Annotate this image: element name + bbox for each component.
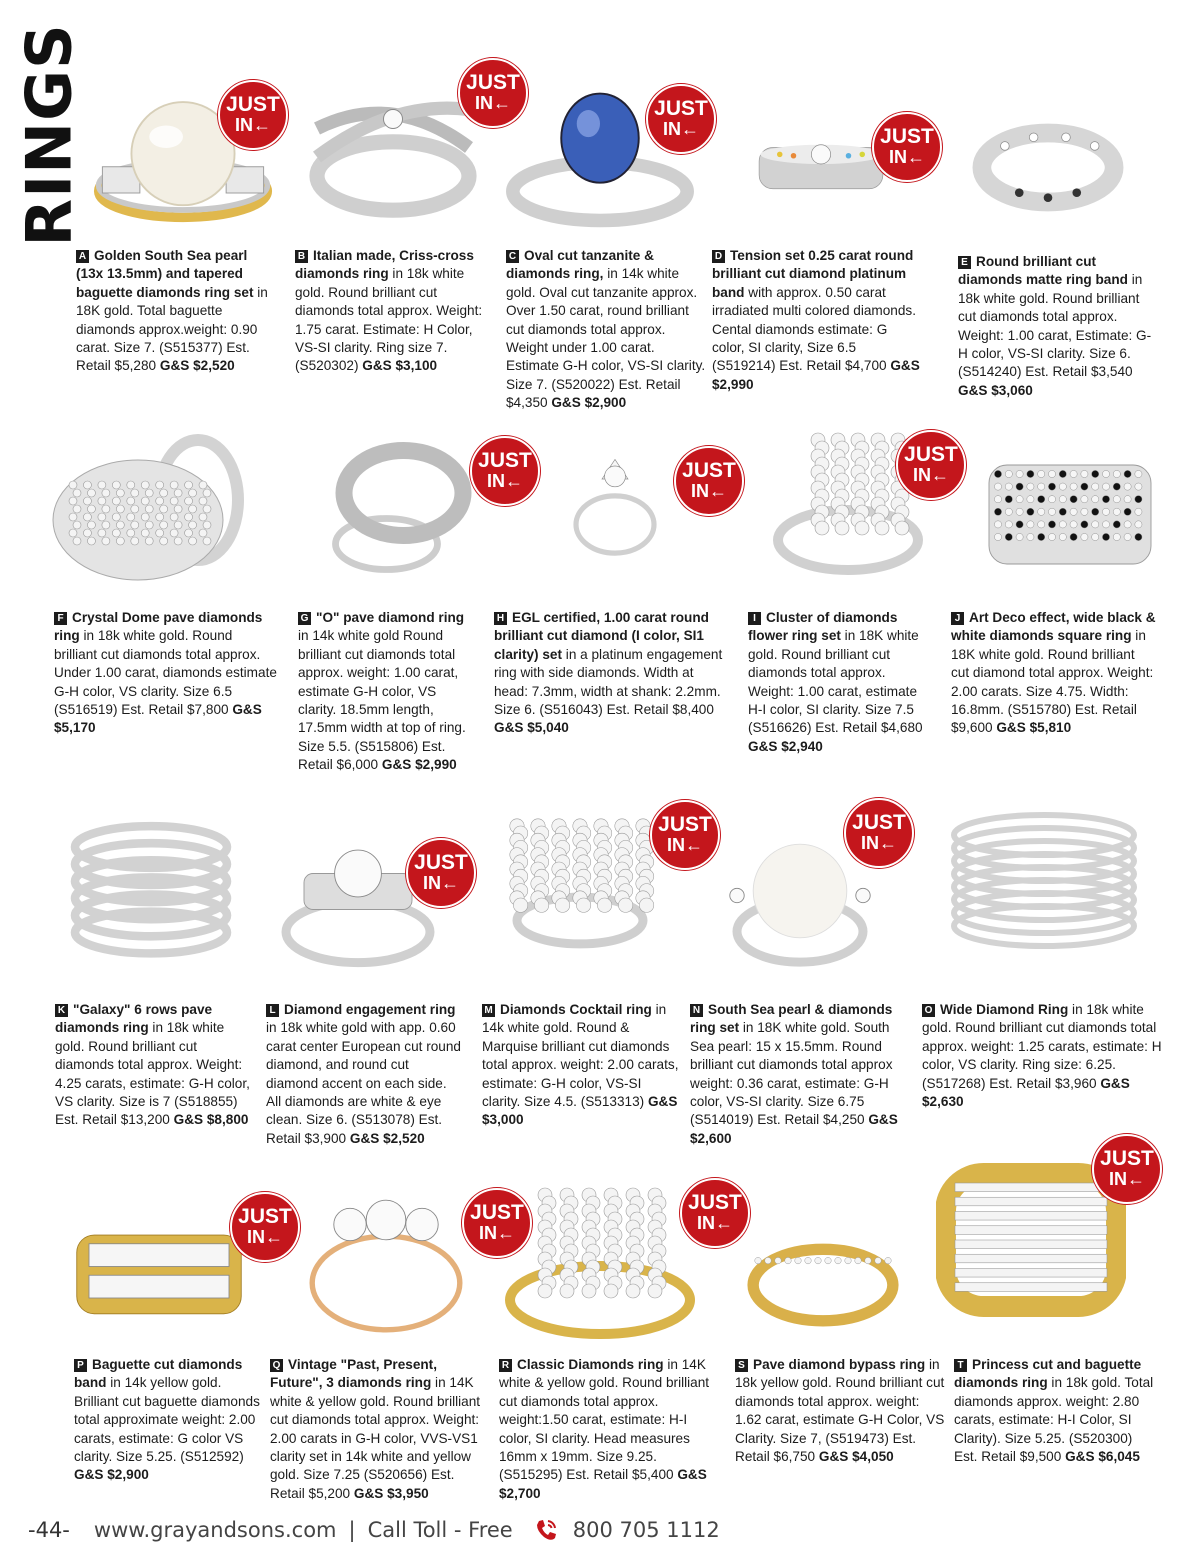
badge-line-2: IN← xyxy=(697,1213,733,1233)
badge-line-1: JUST xyxy=(658,813,712,836)
item-price: G&S $6,045 xyxy=(1065,1449,1140,1465)
badge-line-2: IN← xyxy=(235,115,271,135)
badge-line-2: IN← xyxy=(691,481,727,501)
item-price: G&S $2,990 xyxy=(712,358,920,392)
badge-line-1: JUST xyxy=(414,851,468,874)
ring-photo-p xyxy=(64,1200,254,1340)
ring-image-h[interactable] xyxy=(550,410,680,600)
just-in-badge xyxy=(646,84,716,154)
item-price: G&S $2,990 xyxy=(381,757,457,773)
item-description-h xyxy=(494,609,724,738)
badge-line-1: JUST xyxy=(470,1201,524,1224)
item-name: Classic Diamonds ring xyxy=(517,1357,664,1372)
item-letter: T xyxy=(954,1359,967,1372)
website-link[interactable]: www.grayandsons.com xyxy=(93,1518,337,1542)
ring-photo-o xyxy=(944,790,1144,980)
item-price: G&S $3,950 xyxy=(353,1485,429,1501)
item-text: in 18k white gold. Round brilliant cut diamonds total approx. weight: 1.25 carats, estimate: H color, VS clarity. Ring size: 6.25. (S517268) Est. Retail $3,960 xyxy=(922,1002,1162,1091)
ring-photo-s xyxy=(728,1220,918,1350)
item-letter: E xyxy=(958,256,971,269)
ring-photo-r xyxy=(500,1180,700,1350)
item-text: in 18k white gold. Round brilliant cut diamonds total approx. Weight: 1.00 carat, Estimate: G-H color, VS-SI clarity. Size 6. (S514240) Est. Retail $3,540 xyxy=(958,272,1152,380)
item-name: Princess cut and baguette diamonds ring xyxy=(954,1357,1142,1391)
item-price: G&S $3,060 xyxy=(958,382,1033,398)
just-in-badge xyxy=(218,80,288,150)
item-name: Diamond engagement ring xyxy=(284,1002,456,1017)
page-title xyxy=(12,23,86,247)
ring-photo-m xyxy=(490,780,670,980)
badge-line-1: JUST xyxy=(688,1191,742,1214)
item-text: in 14k white gold. Oval cut tanzanite approx. Over 1.50 carat, round brilliant cut diamonds total approx. Weight under 1.00 carat. Estimate G-H color, VS-SI clarity. Size 7. (S520022) Est. Retail $4,350 xyxy=(506,266,706,411)
item-description-o xyxy=(922,1001,1167,1111)
page-number: -44- xyxy=(28,1518,70,1542)
item-price: G&S $4,050 xyxy=(818,1449,894,1465)
item-text: in 18k gold. Total diamonds approx. weight: 2.80 carats, estimate: H-I Color, SI Clarity). Size 5.25. (S520300) Est. Retail $9,500 xyxy=(954,1375,1154,1465)
item-text: in 14k white gold Round brilliant cut diamonds total approx. weight: 1.00 carat, estimate G-H color, VS clarity. 18.5mm length, 17.5mm width at top of ring. Size 5.5. (S515806) Est. Retail $6,000 xyxy=(298,628,466,773)
item-price: G&S $3,000 xyxy=(482,1094,678,1128)
item-price: G&S $8,800 xyxy=(173,1112,249,1128)
badge-line-1: JUST xyxy=(880,125,934,148)
ring-photo-j xyxy=(980,420,1160,600)
item-description-s xyxy=(735,1356,945,1466)
item-name: Round brilliant cut diamonds matte ring band xyxy=(958,254,1128,288)
item-name: Crystal Dome pave diamonds ring xyxy=(54,610,263,644)
badge-line-2: IN← xyxy=(667,835,703,855)
ring-photo-g xyxy=(310,420,480,600)
item-name: South Sea pearl & diamonds ring set xyxy=(690,1002,893,1036)
item-description-l xyxy=(266,1001,461,1148)
item-name: Oval cut tanzanite & diamonds ring, xyxy=(506,248,654,282)
item-text: in 18K gold. Total baguette diamonds approx.weight: 0.90 carat. Size 7. (S515377) Est. Retail $5,280 xyxy=(76,284,268,374)
item-price: G&S $5,810 xyxy=(996,720,1072,736)
item-letter: I xyxy=(748,612,761,625)
item-price: G&S $5,040 xyxy=(494,720,569,736)
ring-image-o[interactable] xyxy=(944,790,1144,980)
ring-image-f[interactable] xyxy=(48,420,248,600)
ring-photo-h xyxy=(550,410,680,600)
item-name: Diamonds Cocktail ring xyxy=(500,1002,652,1017)
item-text: with approx. 0.50 carat irradiated multi colored diamonds. Cental diamonds estimate: G color, SI clarity, Size 6.5 (S519214) Est. Retail $4,700 xyxy=(712,284,917,374)
item-letter: P xyxy=(74,1359,87,1372)
item-price: G&S $2,520 xyxy=(159,358,235,374)
item-name: Pave diamond bypass ring xyxy=(753,1357,926,1372)
just-in-badge xyxy=(1092,1134,1162,1204)
item-description-i xyxy=(748,609,933,756)
item-text: in 14K white & yellow gold. Round brilliant cut diamonds total approx. Weight: 2.00 carats in G-H color, VVS-VS1 clarity set in 14k white and yellow gold. Size 7.25 (S520656) Est. Retail $5,200 xyxy=(270,1375,481,1501)
footer xyxy=(28,1512,720,1548)
item-letter: B xyxy=(295,250,308,263)
just-in-badge xyxy=(230,1192,300,1262)
item-text: in 18K white gold. Round brilliant cut diamond total approx. Weight: 2.00 carats. Size 4.75. Width: 16.8mm. (S515780) Est. Retail $9,600 xyxy=(951,628,1154,736)
just-in-badge xyxy=(674,446,744,516)
item-price: G&S $2,900 xyxy=(74,1467,149,1483)
badge-line-2: IN← xyxy=(913,465,949,485)
item-letter: D xyxy=(712,250,725,263)
item-letter: K xyxy=(55,1004,68,1017)
badge-line-1: JUST xyxy=(852,811,906,834)
item-name: Tension set 0.25 carat round brilliant cut diamond platinum band xyxy=(712,248,914,300)
item-letter: R xyxy=(499,1359,512,1372)
item-name: "Galaxy" 6 rows pave diamonds ring xyxy=(55,1002,213,1036)
item-letter: O xyxy=(922,1004,935,1017)
badge-line-2: IN← xyxy=(889,147,925,167)
page-title-text: RINGS xyxy=(12,23,86,247)
item-description-m xyxy=(482,1001,682,1130)
item-name: Art Deco effect, wide black & white diamonds square ring xyxy=(951,610,1156,644)
item-text: in a platinum engagement ring with side diamonds. Width at head: 7.3mm, width at shank: 2.2mm. Size 6. (S516043) Est. Retail $8,400 xyxy=(494,646,723,718)
item-text: in 14K white & yellow gold. Round brilliant cut diamonds total approx. weight:1.50 carat, estimate: H-I color, SI clarity. Head measures 16mm x 19mm. Size 9.25. (S515295) Est. Retail $5,400 xyxy=(499,1357,710,1483)
ring-image-r[interactable] xyxy=(500,1180,700,1350)
badge-line-1: JUST xyxy=(904,443,958,466)
just-in-badge xyxy=(470,436,540,506)
badge-line-1: JUST xyxy=(226,93,280,116)
just-in-badge xyxy=(896,430,966,500)
item-text: in 18k white gold. Round brilliant cut diamonds total approx. Weight: 1.75 carat. Estimate: H Color, VS-SI clarity. Ring size 7. (S520302) xyxy=(295,266,483,374)
badge-line-2: IN← xyxy=(1109,1169,1145,1189)
ring-photo-f xyxy=(48,420,248,600)
item-description-r xyxy=(499,1356,719,1503)
ring-photo-e xyxy=(948,110,1148,225)
badge-line-2: IN← xyxy=(475,93,511,113)
item-letter: N xyxy=(690,1004,703,1017)
item-description-j xyxy=(951,609,1156,738)
item-letter: L xyxy=(266,1004,279,1017)
item-text: in 14k white gold. Round & Marquise brilliant cut diamonds total approx. weight: 2.00 carats, estimate: G-H color, VS-SI clarity. Size 4.5. (S513313) xyxy=(482,1002,679,1110)
ring-image-m[interactable] xyxy=(490,780,670,980)
item-description-c xyxy=(506,247,706,413)
call-label: Call Toll - Free xyxy=(367,1518,513,1542)
badge-line-2: IN← xyxy=(423,873,459,893)
item-name: Vintage "Past, Present, Future", 3 diamonds ring xyxy=(270,1357,437,1391)
item-name: Baguette cut diamonds band xyxy=(74,1357,243,1391)
ring-image-i[interactable] xyxy=(748,400,948,600)
badge-line-2: IN← xyxy=(247,1227,283,1247)
badge-line-1: JUST xyxy=(682,459,736,482)
ring-photo-k xyxy=(56,790,246,980)
item-name: Golden South Sea pearl (13x 13.5mm) and tapered baguette diamonds ring set xyxy=(76,248,254,300)
item-name: "O" pave diamond ring xyxy=(316,610,465,625)
item-text: in 18k white gold. Round brilliant cut diamonds total approx. Under 1.00 carat, diamonds estimate G-H color, VS clarity. Size 6.5 (S516519) Est. Retail $7,800 xyxy=(54,628,277,718)
ring-image-q[interactable] xyxy=(296,1190,476,1340)
ring-image-k[interactable] xyxy=(56,790,246,980)
ring-image-g[interactable] xyxy=(310,420,480,600)
item-letter: A xyxy=(76,250,89,263)
item-text: in 18k yellow gold. Round brilliant cut diamonds total approx. weight: 1.62 carat, estimate G-H Color, VS Clarity. Size 7, (S519473) Est. Retail $6,750 xyxy=(735,1357,945,1465)
ring-image-j[interactable] xyxy=(980,420,1160,600)
item-description-g xyxy=(298,609,478,775)
item-description-t xyxy=(954,1356,1154,1466)
item-description-d xyxy=(712,247,922,394)
item-text: in 18K white gold. South Sea pearl: 15 x 15.5mm. Round brilliant cut diamonds total approx weight: 0.36 carat, estimate: G-H color, VS-SI clarity. Size 6.75 (S514019) Est. Retail $4,250 xyxy=(690,1020,893,1128)
item-description-f xyxy=(54,609,279,738)
ring-image-e[interactable] xyxy=(948,110,1148,225)
ring-image-p[interactable] xyxy=(64,1200,254,1340)
just-in-badge xyxy=(406,838,476,908)
badge-line-2: IN← xyxy=(487,471,523,491)
item-text: in 18K white gold. Round brilliant cut diamonds total approx. Weight: 1.00 carat, estimate H-I color, SI clarity. Size 7.5 (S516626) Est. Retail $4,680 xyxy=(748,628,923,736)
badge-line-1: JUST xyxy=(654,97,708,120)
ring-photo-q xyxy=(296,1190,476,1340)
badge-line-1: JUST xyxy=(478,449,532,472)
item-description-n xyxy=(690,1001,915,1148)
item-price: G&S $2,900 xyxy=(551,395,627,411)
item-description-q xyxy=(270,1356,482,1503)
item-description-e xyxy=(958,253,1153,400)
just-in-badge xyxy=(844,798,914,868)
item-text: in 14k yellow gold. Brilliant cut baguette diamonds total approximate weight: 2.00 carats, estimate: G color VS clarity. Size 5.25. (S512592) xyxy=(74,1375,260,1465)
item-description-p xyxy=(74,1356,264,1485)
item-price: G&S $2,520 xyxy=(349,1130,425,1146)
badge-line-1: JUST xyxy=(466,71,520,94)
badge-line-2: IN← xyxy=(479,1223,515,1243)
footer-separator: | xyxy=(348,1518,356,1542)
item-description-b xyxy=(295,247,490,376)
phone-number[interactable]: 800 705 1112 xyxy=(572,1518,720,1542)
item-price: G&S $5,170 xyxy=(54,702,262,736)
badge-line-2: IN← xyxy=(663,119,699,139)
item-name: Cluster of diamonds flower ring set xyxy=(748,610,898,644)
badge-line-2: IN← xyxy=(861,833,897,853)
item-letter: F xyxy=(54,612,67,625)
item-text: in 18k white gold with app. 0.60 carat center European cut round diamond, and round cut diamond accent on each side. All diamonds are white & eye clean. Size 6. (S513078) Est. Retail $3,900 xyxy=(266,1020,461,1146)
item-description-a xyxy=(76,247,276,376)
item-price: G&S $2,940 xyxy=(748,738,823,754)
ring-photo-i xyxy=(748,400,948,600)
item-letter: M xyxy=(482,1004,495,1017)
item-price: G&S $2,630 xyxy=(922,1075,1130,1110)
item-letter: J xyxy=(951,612,964,625)
item-letter: G xyxy=(298,612,311,625)
ring-image-s[interactable] xyxy=(728,1220,918,1350)
item-text: in 18k white gold. Round brilliant cut diamonds total approx. Weight: 4.25 carats, estimate: G-H color, VS clarity. Size is 7 (S518855) Est. Retail $13,200 xyxy=(55,1020,250,1128)
item-name: Italian made, Criss-cross diamonds ring xyxy=(295,248,474,282)
item-letter: Q xyxy=(270,1359,283,1372)
item-letter: H xyxy=(494,612,507,625)
item-price: G&S $3,100 xyxy=(362,358,438,374)
badge-line-1: JUST xyxy=(1100,1147,1154,1170)
just-in-badge xyxy=(872,112,942,182)
item-name: Wide Diamond Ring xyxy=(940,1002,1069,1017)
item-letter: C xyxy=(506,250,519,263)
item-price: G&S $2,700 xyxy=(499,1467,707,1501)
item-price: G&S $2,600 xyxy=(690,1112,898,1146)
item-name: EGL certified, 1.00 carat round brilliant cut diamond (I color, SI1 clarity) set xyxy=(494,610,709,662)
item-letter: S xyxy=(735,1359,748,1372)
badge-line-1: JUST xyxy=(238,1205,292,1228)
phone-icon xyxy=(531,1515,561,1545)
item-description-k xyxy=(55,1001,255,1130)
